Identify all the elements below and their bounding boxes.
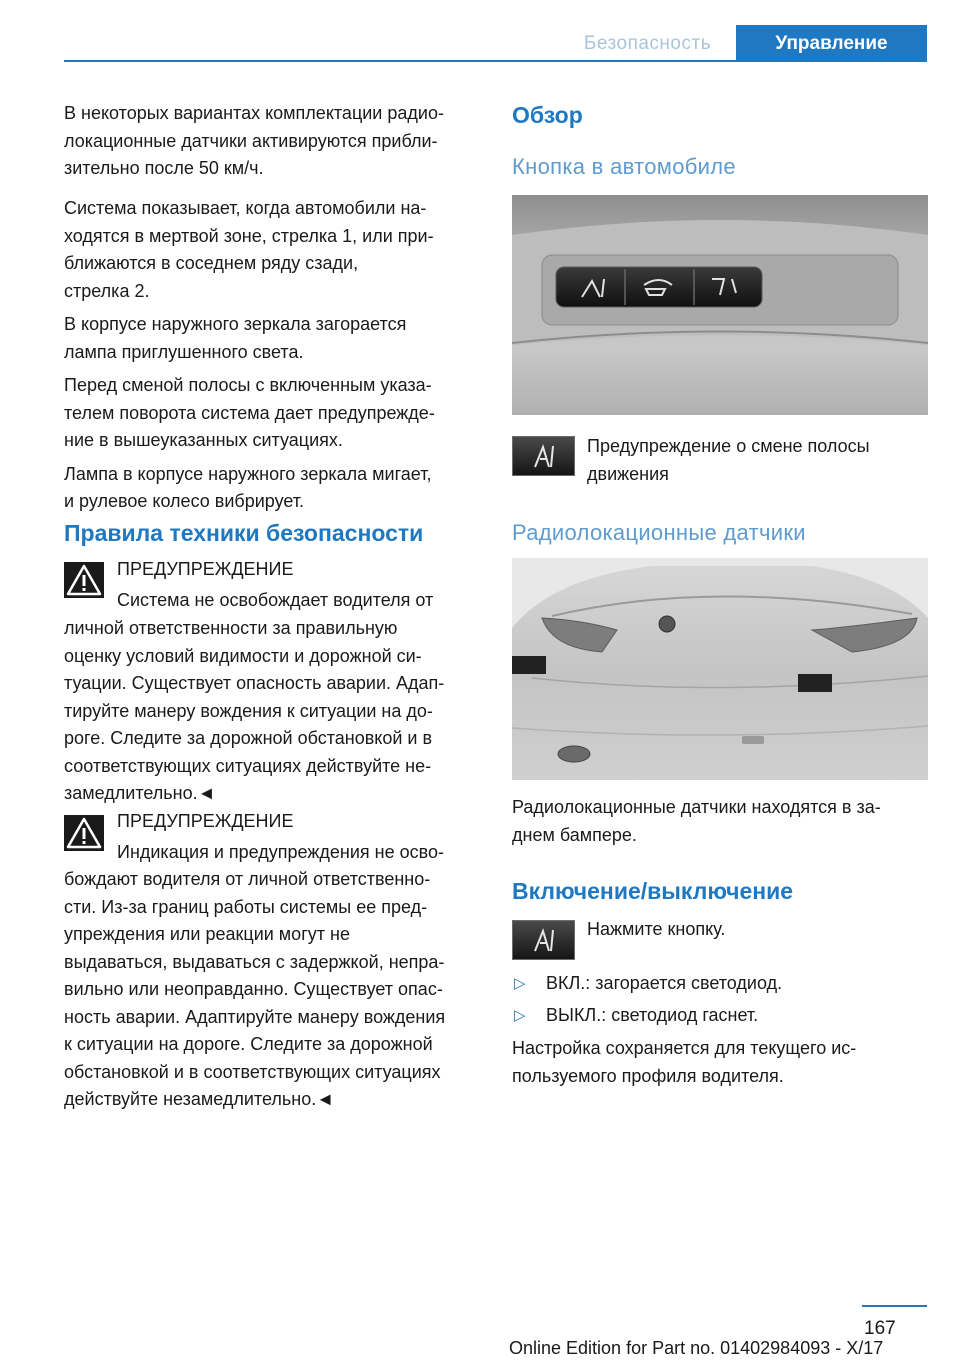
text-line: Предупреждение о смене полосы [587,436,870,456]
radar-caption-text [512,794,928,849]
button-panel-photo [512,195,928,415]
settings-paragraph [512,1035,928,1090]
press-button-text: Нажмите кнопку. [587,919,726,939]
bullet-off [546,1002,926,1030]
triangle-right-icon: ▷ [514,1007,526,1024]
paragraph-lane-change [64,372,484,455]
text-line: сти. Из-за границ работы системы ее пред- [64,896,428,917]
lane-change-warning-icon [512,436,575,476]
warning2-title-block [117,808,487,866]
paragraph-vibration [64,461,484,516]
car-rear-photo [512,558,928,780]
bullet-on-text: ВКЛ.: загорается светодиод. [546,973,783,993]
text-line: к ситуации на дороге. Следите за дорожной [64,1034,433,1054]
text-line: тируйте манеру вождения к ситуации на до- [64,700,433,721]
text-line: Настройка сохраняется для текущего ис- [512,1038,857,1058]
text-line: личной ответственности за правильную [64,618,398,638]
text-line: ность аварии. Адаптируйте манеру вождения [64,1006,446,1027]
button-caption [587,433,927,488]
intro-paragraph [64,100,484,183]
text-line: Система показывает, когда автомобили на- [64,198,427,218]
warning2-text [64,866,489,1114]
triangle-right-icon: ▷ [514,975,526,992]
paragraph-blind-spot [64,195,484,305]
button-heading: Кнопка в автомобиле [512,154,736,179]
text-line: стрелка 2. [64,280,150,301]
text-line: замедлительно.◄ [64,783,216,803]
text-line: роге. Следите за дорожной обстановкой и в [64,728,433,748]
text-line: упреждения или реакции могут не [64,924,350,944]
overview-section [512,100,928,130]
text-line: В корпусе наружного зеркала загорается [64,314,407,334]
text-line: Лампа в корпусе наружного зеркала мигает, [64,463,432,484]
radar-section [512,518,928,548]
text-line: лампа приглушенного света. [64,341,304,362]
left-column-body [64,195,484,516]
radar-caption [512,794,928,849]
text-line: туации. Существует опасность аварии. Адап- [64,673,445,693]
warning1-title: ПРЕДУПРЕЖДЕНИЕ [117,559,294,579]
text-line: ние в вышеуказанных ситуациях. [64,430,343,450]
header-rule [64,60,927,62]
lane-change-warning-icon [512,920,575,960]
text-line: вильно или неоправданно. Существует опас- [64,979,443,999]
text-line: соответствующих ситуациях действуйте не- [64,755,432,776]
warning2-title: ПРЕДУПРЕЖДЕНИЕ [117,811,294,831]
text-line: ходятся в мертвой зоне, стрелка 1, или при- [64,225,434,246]
text-line: движения [587,463,669,484]
text-line: выдаваться, выдаваться с задержкой, непра- [64,951,445,972]
button-caption-text [587,433,927,488]
warning1-text [64,615,489,808]
warning-triangle-icon [64,815,104,851]
text-line: действуйте незамедлительно.◄ [64,1089,335,1109]
onoff-heading: Включение/выключение [512,878,794,904]
text-line: и рулевое колесо вибрирует. [64,491,305,511]
text-line: пользуемого профиля водителя. [512,1065,784,1086]
footer-rule [862,1305,927,1307]
settings-text [512,1035,928,1090]
text-line: оценку условий видимости и дорожной си- [64,645,422,666]
warning1-first-line: Система не освобождает водителя от [117,589,434,610]
radar-heading: Радиолокационные датчики [512,520,806,545]
text-line: локационные датчики активируются прибли- [64,130,438,151]
left-column [64,100,484,183]
warning-triangle-icon [64,562,104,598]
bullet-on [546,970,926,998]
overview-heading: Обзор [512,102,583,128]
safety-heading: Правила техники безопасности [64,520,424,546]
text-line: Радиолокационные датчики находятся в за- [512,797,881,817]
page-number: 167 [864,1318,896,1339]
text-line: В некоторых вариантах комплектации радио- [64,103,444,123]
header-active-tab[interactable]: Управление [736,25,927,62]
text-line: бождают водителя от личной ответственно- [64,869,431,889]
edition-line: Online Edition for Part no. 01402984093 - X/17 [509,1338,884,1358]
text-line: ближаются в соседнем ряду сзади, [64,253,359,273]
button-section [512,152,928,182]
safety-section [64,518,484,548]
text-line: днем бампере. [512,824,637,845]
text-line: Перед сменой полосы с включенным указа- [64,375,432,395]
warning2-body [64,866,489,1114]
onoff-section [512,876,928,906]
warning2-first-line: Индикация и предупреждения не осво- [117,841,444,862]
text-line: телем поворота система дает предупрежде- [64,402,435,423]
warning1-title-block [117,556,487,614]
paragraph-mirror-lamp [64,311,484,366]
text-line: зительно после 50 км/ч. [64,158,264,178]
warning1-body [64,615,489,808]
text-line: обстановкой и в соответствующих ситуациях [64,1061,441,1082]
press-button-block [587,916,927,944]
header-section-tab[interactable]: Безопасность [560,25,735,62]
bullet-off-text: ВЫКЛ.: светодиод гаснет. [546,1005,759,1025]
